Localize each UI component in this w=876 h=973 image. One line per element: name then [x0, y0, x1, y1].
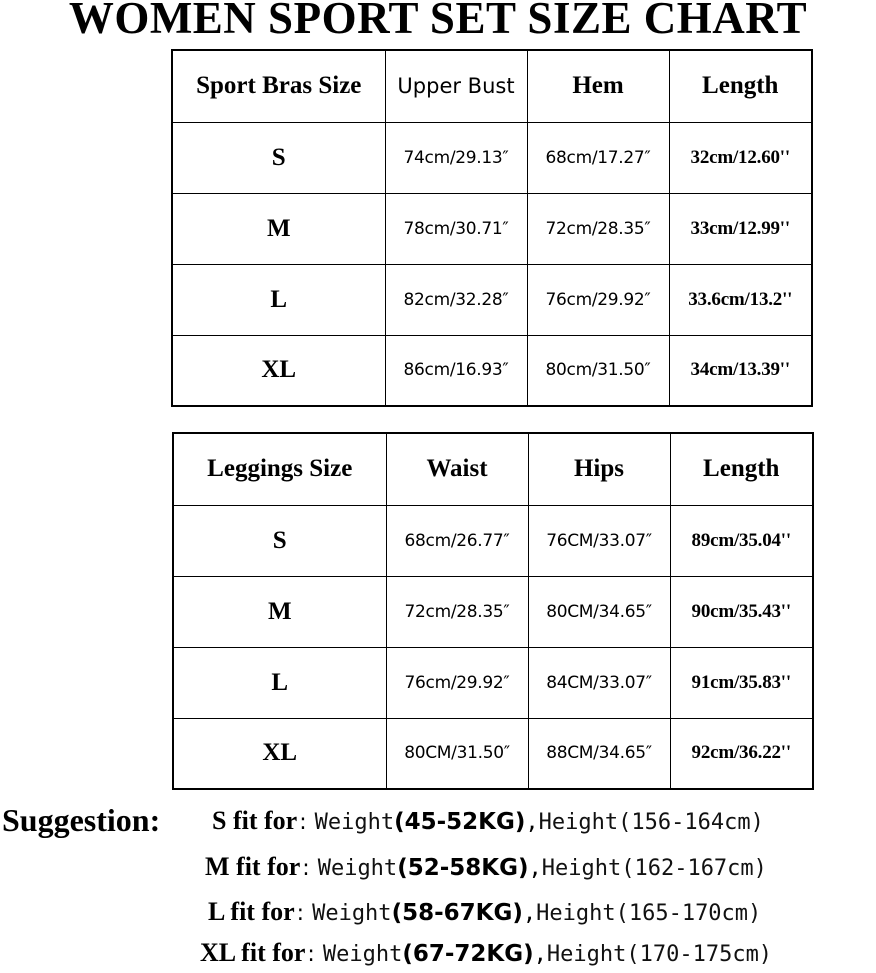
upper-bust-cell: 78cm/30.71″	[385, 193, 527, 264]
table-row	[173, 718, 813, 789]
suggestion-line-s	[212, 806, 764, 836]
fit-label: L fit for	[208, 897, 295, 926]
weight-range: (52-58KG)	[397, 855, 529, 881]
leggings-size-table	[172, 432, 814, 790]
waist-cell: 80CM/31.50″	[386, 718, 528, 789]
size-cell: XL	[173, 718, 386, 789]
chart-title: WOMEN SPORT SET SIZE CHART	[68, 0, 808, 43]
length-cell: 91cm/35.83''	[670, 647, 813, 718]
header-length: Length	[669, 50, 812, 122]
length-cell: 34cm/13.39''	[669, 335, 812, 406]
height-word: Height	[538, 810, 619, 835]
comma: ,	[522, 901, 537, 926]
fit-label: XL fit for	[200, 938, 306, 967]
hem-cell: 80cm/31.50″	[527, 335, 669, 406]
suggestion-line-xl	[200, 938, 772, 968]
header-length: Length	[670, 433, 813, 505]
fit-separator: :	[296, 901, 305, 926]
length-cell: 90cm/35.43''	[670, 576, 813, 647]
height-range: (165-170cm)	[615, 901, 762, 926]
size-cell: XL	[172, 335, 385, 406]
length-cell: 92cm/36.22''	[670, 718, 813, 789]
suggestion-line-m	[205, 852, 767, 882]
table-row	[172, 193, 812, 264]
weight-word: Weight	[312, 901, 392, 926]
weight-word: Weight	[322, 942, 403, 967]
hips-cell: 84CM/33.07″	[528, 647, 670, 718]
header-waist: Waist	[386, 433, 528, 505]
hem-cell: 72cm/28.35″	[527, 193, 669, 264]
hips-cell: 88CM/34.65″	[528, 718, 670, 789]
size-cell: S	[173, 505, 386, 576]
table-header-row	[172, 50, 812, 122]
size-cell: L	[173, 647, 386, 718]
length-cell: 33cm/12.99''	[669, 193, 812, 264]
fit-separator: :	[302, 856, 310, 881]
hips-cell: 80CM/34.65″	[528, 576, 670, 647]
length-cell: 32cm/12.60''	[669, 122, 812, 193]
size-cell: M	[172, 193, 385, 264]
table-row	[172, 264, 812, 335]
height-word: Height	[541, 856, 622, 881]
table-row	[173, 647, 813, 718]
suggestion-line-l	[208, 897, 761, 927]
weight-word: Weight	[317, 856, 398, 881]
header-hips: Hips	[528, 433, 670, 505]
upper-bust-cell: 86cm/16.93″	[385, 335, 527, 406]
size-cell: M	[173, 576, 386, 647]
sport-bras-size-table	[171, 49, 813, 407]
weight-word: Weight	[314, 810, 395, 835]
length-cell: 33.6cm/13.2''	[669, 264, 812, 335]
height-range: (156-164cm)	[618, 810, 764, 835]
height-range: (162-167cm)	[621, 856, 767, 881]
comma: ,	[528, 856, 542, 881]
height-range: (170-175cm)	[626, 942, 773, 967]
hem-cell: 68cm/17.27″	[527, 122, 669, 193]
waist-cell: 72cm/28.35″	[386, 576, 528, 647]
weight-range: (67-72KG)	[402, 941, 534, 967]
header-leggings-size: Leggings Size	[173, 433, 386, 505]
suggestion-label: Suggestion:	[2, 802, 161, 838]
table-row	[172, 122, 812, 193]
table-row	[173, 576, 813, 647]
table-header-row	[173, 433, 813, 505]
fit-separator: :	[299, 810, 307, 835]
height-word: Height	[536, 901, 616, 926]
header-sport-bras-size: Sport Bras Size	[172, 50, 385, 122]
fit-label: S fit for	[212, 806, 298, 835]
upper-bust-cell: 74cm/29.13″	[385, 122, 527, 193]
comma: ,	[525, 810, 539, 835]
length-cell: 89cm/35.04''	[670, 505, 813, 576]
comma: ,	[533, 942, 547, 967]
weight-range: (58-67KG)	[391, 900, 523, 926]
table-row	[172, 335, 812, 406]
hips-cell: 76CM/33.07″	[528, 505, 670, 576]
table-row	[173, 505, 813, 576]
size-cell: S	[172, 122, 385, 193]
waist-cell: 68cm/26.77″	[386, 505, 528, 576]
fit-label: M fit for	[205, 852, 301, 881]
hem-cell: 76cm/29.92″	[527, 264, 669, 335]
header-upper-bust: Upper Bust	[385, 50, 527, 122]
header-hem: Hem	[527, 50, 669, 122]
size-cell: L	[172, 264, 385, 335]
fit-separator: :	[307, 942, 315, 967]
height-word: Height	[546, 942, 627, 967]
weight-range: (45-52KG)	[394, 809, 526, 835]
upper-bust-cell: 82cm/32.28″	[385, 264, 527, 335]
waist-cell: 76cm/29.92″	[386, 647, 528, 718]
